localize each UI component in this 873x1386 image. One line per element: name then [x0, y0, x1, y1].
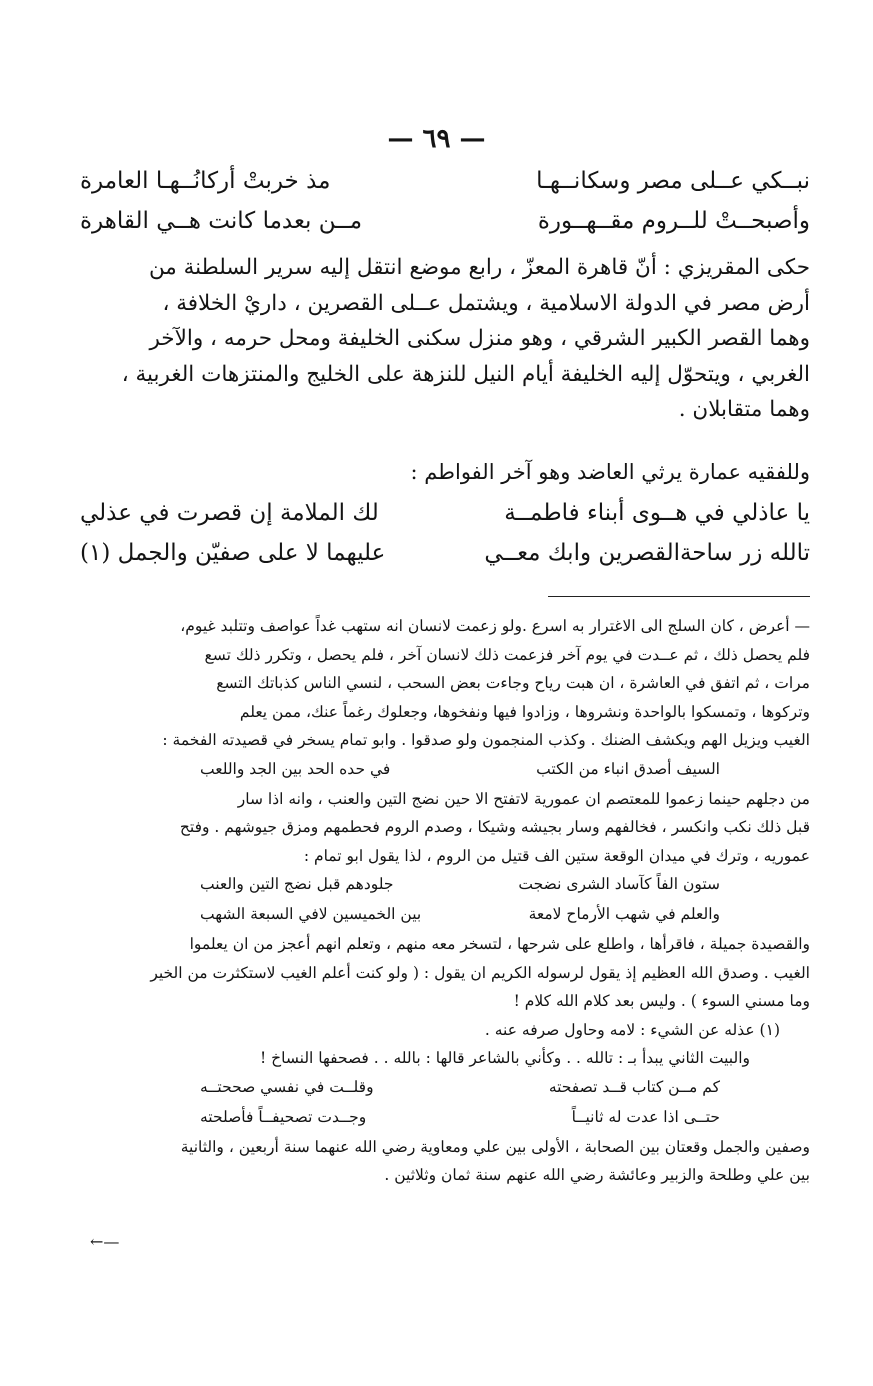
verse-first-hemistich: نبــكي عــلى مصر وسكانــهـا: [536, 168, 810, 194]
paragraph-line: أرض مصر في الدولة الاسلامية ، ويشتمل عــلى القصرين ، داريْ الخلافة ،: [162, 290, 810, 316]
verse-first-hemistich: يا عاذلي في هــوى أبناء فاطمــة: [504, 500, 810, 526]
footnote-verse: [70, 900, 810, 930]
verse-second-hemistich: وقلــت في نفسي صححتــه: [200, 1077, 374, 1096]
footnote-line: وصفين والجمل وقعتان بين الصحابة ، الأولى بين علي ومعاوية رضي الله عنهما سنة أربعين ، والثانية: [180, 1137, 810, 1156]
footnote-line: — أعرض ، كان السلج الى الاغترار به اسرع .ولو زعمت لانسان انه ستهب غداً عواصف وتتلبد غيوم،: [180, 617, 810, 635]
verse-first-hemistich: ستون الفاً كآساد الشرى نضجت: [518, 875, 720, 893]
footnote-verse: [70, 1103, 810, 1133]
footnote-line: وما مسني السوء ) . وليس بعد كلام الله كلام !: [513, 992, 810, 1010]
footnote-line: وتركوها ، وتمسكوا بالواحدة ونشروها ، وزادوا فيها ونفخوها، وجعلوك رغماً عنك، ممن يعلم: [239, 702, 810, 721]
verse-first-hemistich: وأصبحــتْ للــروم مقــهــورة: [537, 208, 810, 234]
footnotes: [70, 612, 810, 1190]
footnote-line: والقصيدة جميلة ، فاقرأها ، واطلع على شرحها ، لتسخر معه منهم ، وتعلم انهم أعجز من ان يعلموا: [189, 935, 810, 953]
verse-first-hemistich: السيف أصدق انباء من الكتب: [536, 759, 720, 778]
page-number: — ٦٩ —: [387, 124, 486, 154]
verse-second-hemistich: وجــدت تصحيفــاً فأصلحته: [200, 1107, 367, 1126]
poem-verses: [70, 500, 810, 580]
footnote-verse: [70, 1073, 810, 1103]
verse-second-hemistich: جلودهم قبل نضج التين والعنب: [200, 875, 394, 893]
verse-second-hemistich: مــن بعدما كانت هــي القاهرة: [80, 208, 363, 234]
footnote-line: فلم يحصل ذلك ، ثم عــدت في يوم آخر فزعمت ذلك لانسان آخر ، فلم يحصل ، وتكرر ذلك تسع: [204, 645, 810, 664]
footnote-line: قبل ذلك نكب وانكسر ، فخالفهم وسار بجيشه وشيكا ، وصدم الروم فحطمهم ومزق جيوشهم . وفتح: [179, 818, 810, 836]
verse-first-hemistich: والعلم في شهب الأرماح لامعة: [528, 905, 720, 923]
footnote-line: مرات ، ثم اتفق في العاشرة ، ان هبت رياح وجاءت بعض السحب ، لنسي الناس كذباتك التسع: [216, 674, 810, 692]
verse-first-hemistich: تالله زر ساحةالقصرين وابك معــي: [484, 540, 810, 566]
verse-line: [70, 208, 810, 248]
paragraph-line: وهما القصر الكبير الشرقي ، وهو منزل سكنى الخليفة ومحل حرمه ، والآخر: [149, 326, 810, 351]
verse-second-hemistich: لك الملامة إن قصرت في عذلي: [80, 500, 379, 526]
verse-line: [70, 168, 810, 208]
paragraph-line: وهما متقابلان .: [678, 397, 810, 422]
footnote-line: من دجلهم حينما زعموا للمعتصم ان عمورية لاتفتح الا حين نضج التين والعنب ، وانه اذا سار: [237, 789, 810, 808]
footnote-line: بين علي وطلحة والزبير وعائشة رضي الله عنهم سنة ثمان وثلاثين .: [384, 1166, 810, 1184]
poem-intro: وللفقيه عمارة يرثي العاضد وهو آخر الفواطم :: [410, 460, 810, 484]
main-paragraph: [70, 250, 810, 428]
footnote-line: عموريه ، وترك في ميدان الوقعة ستين الف قتيل من الروم ، لذا يقول ابو تمام :: [303, 846, 810, 865]
top-verses: [70, 168, 810, 248]
verse-line: [70, 500, 810, 540]
verse-first-hemistich: حتــى اذا عدت له ثانيــاً: [571, 1107, 720, 1126]
continuation-arrow-icon: ←—: [90, 1232, 120, 1251]
verse-second-hemistich: بين الخميسين لافي السبعة الشهب: [200, 905, 422, 923]
footnote-note: والبيت الثاني يبدأ بـ : تالله . . وكأني بالشاعر قالها : بالله . . فصحفها النساخ !: [259, 1049, 750, 1067]
verse-line: [70, 540, 810, 580]
verse-second-hemistich: عليهما لا على صفيّن والجمل (١): [80, 540, 386, 566]
footnote-line: الغيب . وصدق الله العظيم إذ يقول لرسوله الكريم ان يقول : ( ولو كنت أعلم الغيب لاستكثرت من الخير: [150, 963, 810, 982]
verse-second-hemistich: مذ خربتْ أركانُــهـا العامرة: [80, 168, 331, 194]
footnote-note: (١) عذله عن الشيء : لامه وحاول صرفه عنه .: [484, 1020, 780, 1039]
footnote-divider: [548, 596, 810, 597]
verse-second-hemistich: في حده الحد بين الجد واللعب: [200, 759, 391, 778]
paragraph-line: الغربي ، ويتحوّل إليه الخليفة أيام النيل للنزهة على الخليج والمنتزهات الغربية ،: [121, 361, 810, 387]
verse-first-hemistich: كم مــن كتاب قــد تصفحته: [548, 1077, 720, 1096]
footnote-line: الغيب ويزيل الهم ويكشف الضنك . وكذب المنجمون ولو صدقوا . وابو تمام يسخر في قصيدته الفخمة :: [162, 731, 810, 749]
footnote-verse: [70, 870, 810, 900]
footnote-verse: [70, 755, 810, 785]
paragraph-line: حكى المقريزي : أنّ قاهرة المعزّ ، رابع موضع انتقل إليه سرير السلطنة من: [148, 255, 810, 280]
